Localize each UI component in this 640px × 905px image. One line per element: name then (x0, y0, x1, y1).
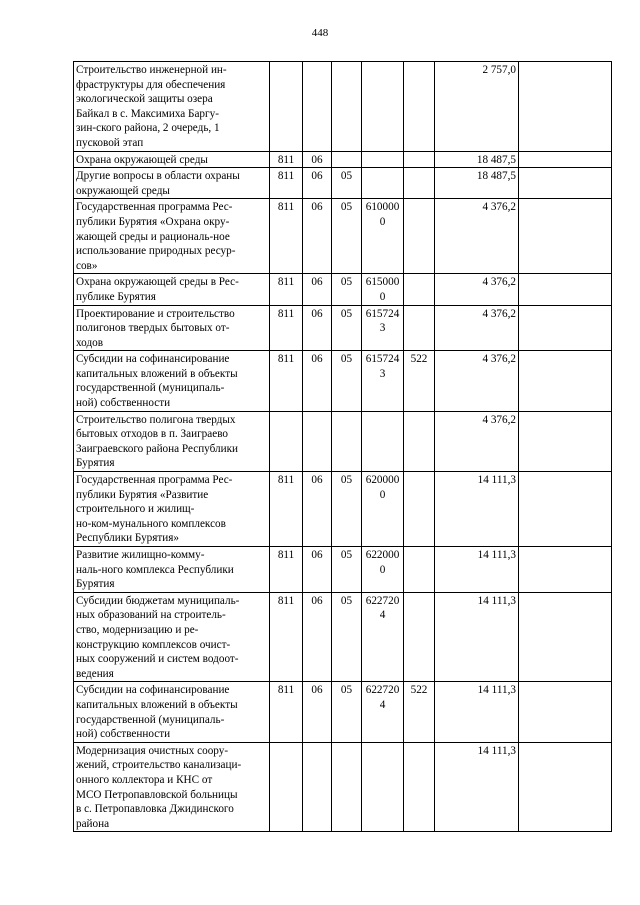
extra-column-cell (519, 472, 612, 547)
admin-code-cell (270, 62, 303, 152)
admin-code-cell: 811 (270, 168, 303, 199)
table-row (74, 592, 612, 682)
section-code-cell: 06 (303, 592, 332, 682)
row-name-cell: Строительство инженерной ин- фраструктуры для обеспечения экологической защиты озера Байкал в с. Максимиха Баргу- зин-ского района, 2 очередь, 1 пусковой этап (74, 62, 270, 152)
subsection-code-cell (332, 742, 362, 832)
table-row (74, 168, 612, 199)
subsection-code-cell: 05 (332, 168, 362, 199)
row-name-cell: Государственная программа Рес- публики Бурятия «Развитие строительного и жилищ- но-ком-мунального комплексов Республики Бурятия» (74, 472, 270, 547)
extra-column-cell (519, 411, 612, 471)
section-code-cell: 06 (303, 305, 332, 351)
expense-type-cell (404, 168, 435, 199)
row-name-cell: Охрана окружающей среды в Рес- публике Бурятия (74, 274, 270, 305)
section-code-cell: 06 (303, 151, 332, 168)
target-article-cell: 6157243 (362, 351, 404, 411)
subsection-code-cell: 05 (332, 592, 362, 682)
amount-cell: 4 376,2 (435, 274, 519, 305)
budget-table (73, 61, 612, 832)
subsection-code-cell (332, 62, 362, 152)
row-name-cell: Другие вопросы в области охраны окружающей среды (74, 168, 270, 199)
section-code-cell: 06 (303, 168, 332, 199)
section-code-cell: 06 (303, 547, 332, 593)
target-article-cell: 6100000 (362, 199, 404, 274)
amount-cell: 2 757,0 (435, 62, 519, 152)
table-row (74, 62, 612, 152)
expense-type-cell (404, 742, 435, 832)
extra-column-cell (519, 305, 612, 351)
extra-column-cell (519, 168, 612, 199)
subsection-code-cell: 05 (332, 274, 362, 305)
admin-code-cell: 811 (270, 151, 303, 168)
amount-cell: 4 376,2 (435, 199, 519, 274)
amount-cell: 4 376,2 (435, 351, 519, 411)
extra-column-cell (519, 547, 612, 593)
section-code-cell: 06 (303, 199, 332, 274)
target-article-cell (362, 411, 404, 471)
amount-cell: 14 111,3 (435, 592, 519, 682)
subsection-code-cell (332, 411, 362, 471)
expense-type-cell: 522 (404, 682, 435, 742)
admin-code-cell: 811 (270, 274, 303, 305)
expense-type-cell (404, 472, 435, 547)
table-row (74, 472, 612, 547)
admin-code-cell: 811 (270, 351, 303, 411)
extra-column-cell (519, 742, 612, 832)
expense-type-cell (404, 305, 435, 351)
target-article-cell: 6150000 (362, 274, 404, 305)
extra-column-cell (519, 274, 612, 305)
table-row (74, 411, 612, 471)
section-code-cell: 06 (303, 351, 332, 411)
target-article-cell: 6200000 (362, 472, 404, 547)
amount-cell: 14 111,3 (435, 547, 519, 593)
extra-column-cell (519, 592, 612, 682)
amount-cell: 14 111,3 (435, 472, 519, 547)
row-name-cell: Строительство полигона твердых бытовых отходов в п. Заиграево Заиграевского района Республики Бурятия (74, 411, 270, 471)
target-article-cell (362, 62, 404, 152)
subsection-code-cell: 05 (332, 682, 362, 742)
table-row (74, 274, 612, 305)
page-number: 448 (311, 27, 329, 39)
extra-column-cell (519, 62, 612, 152)
admin-code-cell (270, 411, 303, 471)
target-article-cell: 6227204 (362, 682, 404, 742)
section-code-cell: 06 (303, 682, 332, 742)
subsection-code-cell: 05 (332, 351, 362, 411)
target-article-cell (362, 742, 404, 832)
expense-type-cell (404, 274, 435, 305)
table-row (74, 199, 612, 274)
admin-code-cell: 811 (270, 305, 303, 351)
table-row (74, 351, 612, 411)
admin-code-cell: 811 (270, 682, 303, 742)
row-name-cell: Проектирование и строительство полигонов твердых бытовых от- ходов (74, 305, 270, 351)
table-row (74, 151, 612, 168)
extra-column-cell (519, 682, 612, 742)
target-article-cell: 6227204 (362, 592, 404, 682)
target-article-cell (362, 151, 404, 168)
expense-type-cell (404, 199, 435, 274)
row-name-cell: Субсидии на софинансирование капитальных вложений в объекты государственной (муниципаль- ной) собственности (74, 682, 270, 742)
amount-cell: 18 487,5 (435, 151, 519, 168)
amount-cell: 14 111,3 (435, 682, 519, 742)
expense-type-cell (404, 151, 435, 168)
admin-code-cell: 811 (270, 592, 303, 682)
amount-cell: 14 111,3 (435, 742, 519, 832)
amount-cell: 4 376,2 (435, 411, 519, 471)
row-name-cell: Развитие жилищно-комму- наль-ного комплекса Республики Бурятия (74, 547, 270, 593)
section-code-cell (303, 62, 332, 152)
admin-code-cell (270, 742, 303, 832)
subsection-code-cell: 05 (332, 199, 362, 274)
extra-column-cell (519, 199, 612, 274)
subsection-code-cell: 05 (332, 472, 362, 547)
extra-column-cell (519, 151, 612, 168)
admin-code-cell: 811 (270, 199, 303, 274)
expense-type-cell (404, 411, 435, 471)
expense-type-cell (404, 62, 435, 152)
section-code-cell (303, 411, 332, 471)
table-row (74, 742, 612, 832)
subsection-code-cell: 05 (332, 305, 362, 351)
admin-code-cell: 811 (270, 472, 303, 547)
table-row (74, 547, 612, 593)
target-article-cell: 6157243 (362, 305, 404, 351)
expense-type-cell (404, 547, 435, 593)
section-code-cell (303, 742, 332, 832)
row-name-cell: Субсидии бюджетам муниципаль- ных образований на строитель- ство, модернизацию и ре- конструкцию комплексов очист- ных сооружений и систем водоот- ведения (74, 592, 270, 682)
expense-type-cell: 522 (404, 351, 435, 411)
row-name-cell: Государственная программа Рес- публики Бурятия «Охрана окру- жающей среды и рациональ-ное использование природных ресур- сов» (74, 199, 270, 274)
extra-column-cell (519, 351, 612, 411)
target-article-cell (362, 168, 404, 199)
row-name-cell: Субсидии на софинансирование капитальных вложений в объекты государственной (муниципаль- ной) собственности (74, 351, 270, 411)
section-code-cell: 06 (303, 274, 332, 305)
amount-cell: 4 376,2 (435, 305, 519, 351)
row-name-cell: Модернизация очистных соору- жений, строительство канализаци- онного коллектора и КНС от МСО Петропавловской больницы в с. Петропавловка Джидинского района (74, 742, 270, 832)
target-article-cell: 6220000 (362, 547, 404, 593)
amount-cell: 18 487,5 (435, 168, 519, 199)
subsection-code-cell (332, 151, 362, 168)
row-name-cell: Охрана окружающей среды (74, 151, 270, 168)
budget-table-body (74, 62, 612, 832)
subsection-code-cell: 05 (332, 547, 362, 593)
table-row (74, 682, 612, 742)
admin-code-cell: 811 (270, 547, 303, 593)
expense-type-cell (404, 592, 435, 682)
section-code-cell: 06 (303, 472, 332, 547)
table-row (74, 305, 612, 351)
